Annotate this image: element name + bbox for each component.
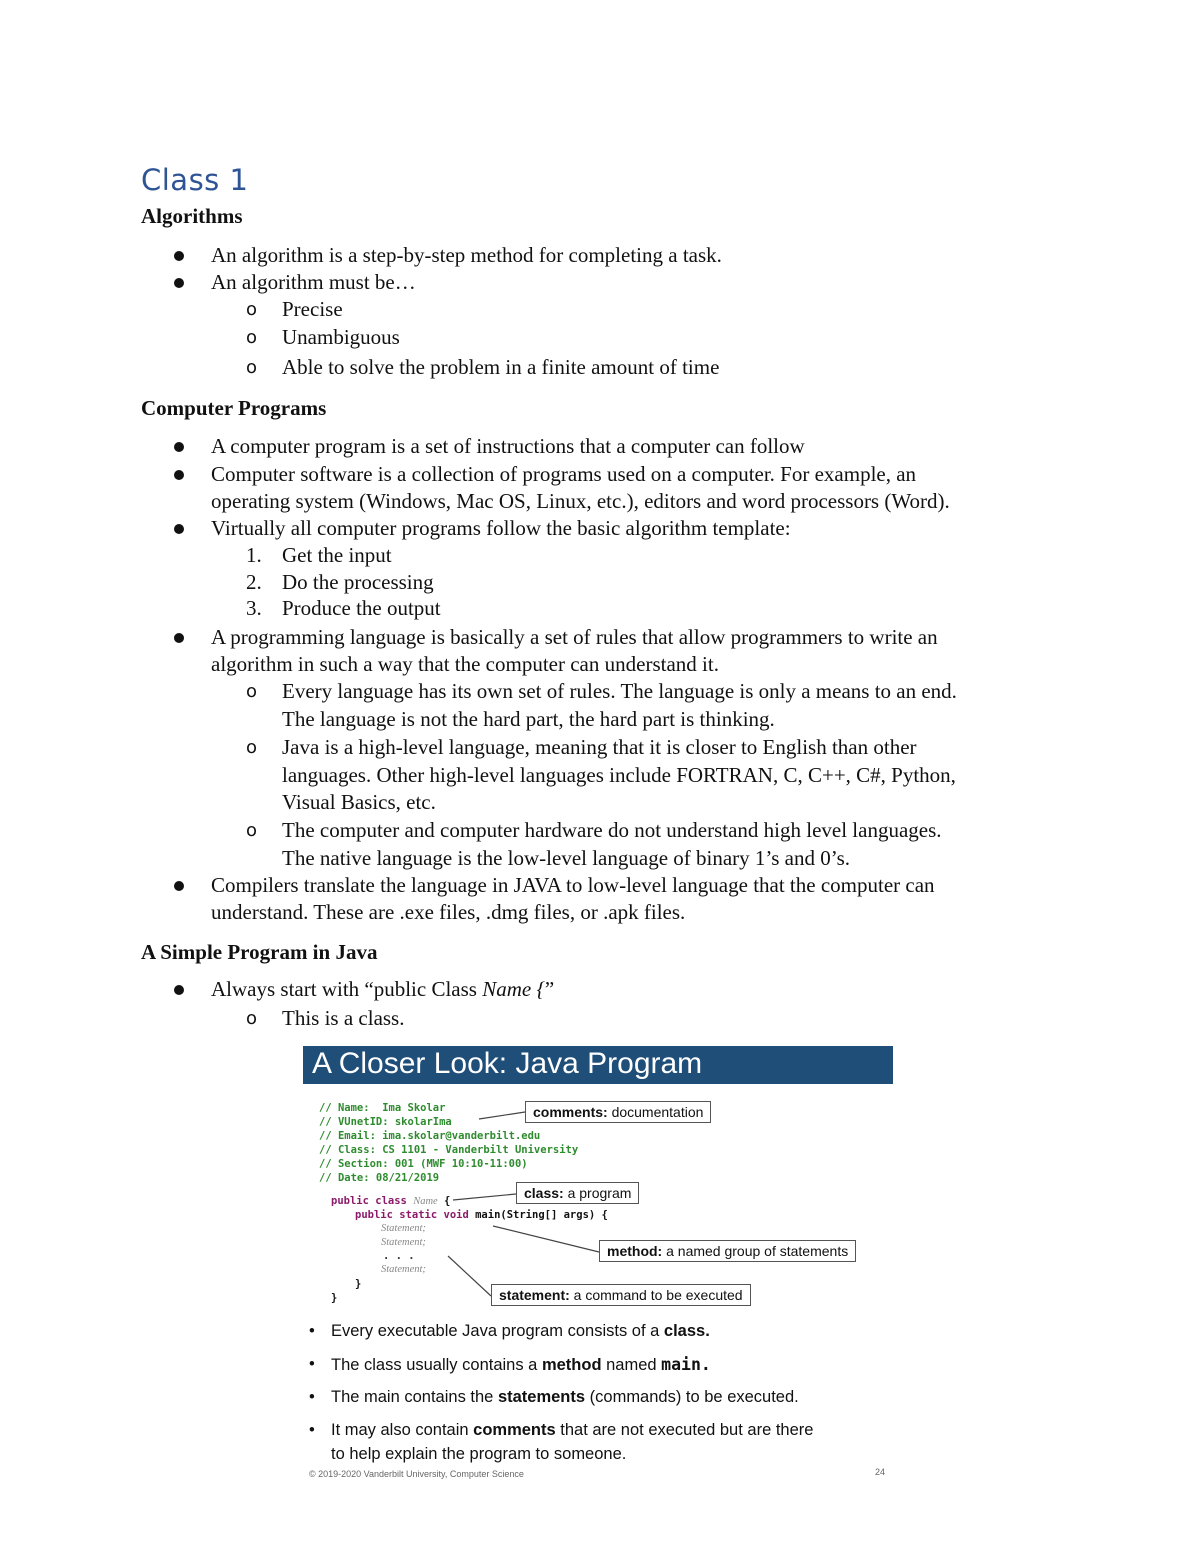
label-term: class: <box>524 1185 564 1201</box>
sub-list-item-continuation: Visual Basics, etc. <box>282 790 436 814</box>
number-marker: 1. <box>246 543 262 567</box>
slide-page-number: 24 <box>875 1467 886 1477</box>
slide-bullet-text: Every executable Java program consists of a <box>331 1322 664 1340</box>
label-term: statement: <box>499 1287 570 1303</box>
slide-title: A Closer Look: Java Program <box>303 1046 893 1084</box>
sub-bullet-marker: o <box>246 681 258 702</box>
label-statement <box>491 1284 751 1306</box>
list-item: Virtually all computer programs follow the basic algorithm template: <box>211 516 791 540</box>
code-comment-line: // Name: Ima Skolar <box>319 1102 446 1114</box>
heading-algorithms: Algorithms <box>141 204 243 228</box>
slide-bullet <box>331 1388 799 1407</box>
sub-list-item: This is a class. <box>282 1006 405 1030</box>
sub-bullet-marker: o <box>246 820 258 841</box>
connector-class <box>453 1194 516 1200</box>
numbered-item: Produce the output <box>282 596 441 620</box>
slide-bullet-bold: class. <box>663 1322 710 1340</box>
heading-computer-programs: Computer Programs <box>141 396 327 420</box>
slide-bullet-text: The class usually contains a <box>331 1356 542 1374</box>
bullet-marker <box>174 442 184 452</box>
code-close-brace: } <box>331 1292 338 1304</box>
sub-list-item: The computer and computer hardware do not understand high level languages. <box>282 818 942 842</box>
label-definition: a named group of statements <box>662 1243 849 1259</box>
slide-bullet-text: The main contains the <box>331 1388 498 1406</box>
connector-comments <box>479 1112 525 1119</box>
code-class-declaration <box>331 1195 450 1207</box>
list-item-italic: Name { <box>482 977 545 1001</box>
list-item: Computer software is a collection of programs used on a computer. For example, an <box>211 462 917 486</box>
code-comment-line: // Email: ima.skolar@vanderbilt.edu <box>319 1130 541 1142</box>
label-definition: a program <box>563 1185 632 1201</box>
code-comment-line: // Class: CS 1101 - Vanderbilt University <box>319 1144 579 1156</box>
code-comment-line: // VUnetID: skolarIma <box>319 1116 452 1128</box>
sub-list-item-continuation: The language is not the hard part, the hard part is thinking. <box>282 707 775 731</box>
connector-method <box>493 1226 599 1252</box>
code-keyword: public static void <box>355 1209 476 1221</box>
code-method-declaration <box>355 1209 608 1221</box>
numbered-item: Do the processing <box>282 570 434 594</box>
number-marker: 2. <box>246 570 262 594</box>
list-item-continuation: operating system (Windows, Mac OS, Linux, etc.), editors and word processors (Word). <box>211 489 950 513</box>
sub-bullet-marker: o <box>246 1008 258 1029</box>
sub-list-item: Java is a high-level language, meaning that it is closer to English than other <box>282 735 917 759</box>
label-term: method: <box>607 1243 663 1259</box>
label-term: comments: <box>533 1104 608 1120</box>
code-keyword: public class <box>331 1195 414 1207</box>
code-brace: { <box>437 1195 451 1207</box>
sub-list-item: Able to solve the problem in a finite amount of time <box>282 355 720 379</box>
slide-bullet-bold: comments <box>473 1421 556 1439</box>
label-class <box>516 1182 639 1204</box>
sub-list-item-continuation: The native language is the low-level language of binary 1’s and 0’s. <box>282 846 850 870</box>
bullet-marker <box>174 278 184 288</box>
bullet-marker <box>174 985 184 995</box>
sub-bullet-marker: o <box>246 327 258 348</box>
bullet-marker <box>174 470 184 480</box>
slide-footer: © 2019-2020 Vanderbilt University, Computer Science <box>309 1469 524 1479</box>
code-class-name: Name <box>413 1196 438 1207</box>
slide-bullet-bold: method <box>541 1356 602 1374</box>
slide-bullet <box>331 1322 710 1341</box>
bullet-marker <box>174 524 184 534</box>
slide-bullet-continuation: to help explain the program to someone. <box>331 1445 627 1463</box>
list-item-continuation: understand. These are .exe files, .dmg files, or .apk files. <box>211 900 686 924</box>
heading-simple-program: A Simple Program in Java <box>141 940 378 964</box>
label-comments <box>525 1101 711 1123</box>
slide-bullet-text: named <box>601 1356 662 1374</box>
code-statement: Statement; <box>381 1223 426 1234</box>
code-statement: Statement; <box>381 1237 426 1248</box>
slide-bullet-mark: • <box>309 1421 315 1439</box>
code-statement: Statement; <box>381 1264 426 1275</box>
list-item-text: Always start with “public Class <box>211 977 483 1001</box>
list-item: Compilers translate the language in JAVA to low-level language that the computer can <box>211 873 935 897</box>
slide-bullet-text: It may also contain <box>331 1421 474 1439</box>
slide-bullet-mark: • <box>309 1322 315 1340</box>
label-definition: a command to be executed <box>569 1287 743 1303</box>
sub-bullet-marker: o <box>246 737 258 758</box>
slide-bullet <box>331 1355 711 1375</box>
page-title: Class 1 <box>141 163 249 197</box>
list-item <box>211 977 554 1002</box>
list-item-text: ” <box>544 977 555 1001</box>
list-item: An algorithm is a step-by-step method for completing a task. <box>211 243 722 267</box>
code-comment-line: // Date: 08/21/2019 <box>319 1172 440 1184</box>
code-ellipsis: . . . <box>383 1250 415 1262</box>
code-close-brace: } <box>355 1278 362 1290</box>
code-method-signature: main(String[] args) { <box>475 1209 608 1221</box>
sub-bullet-marker: o <box>246 357 258 378</box>
code-comment-line: // Section: 001 (MWF 10:10-11:00) <box>319 1158 528 1170</box>
sub-list-item-continuation: languages. Other high-level languages include FORTRAN, C, C++, C#, Python, <box>282 763 956 787</box>
number-marker: 3. <box>246 596 262 620</box>
label-definition: documentation <box>607 1104 704 1120</box>
slide-bullet-mark: • <box>309 1355 315 1373</box>
bullet-marker <box>174 251 184 261</box>
sub-list-item: Every language has its own set of rules. The language is only a means to an end. <box>282 679 957 703</box>
slide-bullet-text: (commands) to be executed. <box>585 1388 799 1406</box>
slide-bullet <box>331 1421 813 1440</box>
sub-list-item: Unambiguous <box>282 325 400 349</box>
connector-statement <box>448 1256 491 1296</box>
sub-list-item: Precise <box>282 297 343 321</box>
sub-bullet-marker: o <box>246 299 258 320</box>
numbered-item: Get the input <box>282 543 392 567</box>
slide-bullet-code: main. <box>661 1355 711 1374</box>
bullet-marker <box>174 633 184 643</box>
slide-bullet-bold: statements <box>497 1388 586 1406</box>
list-item: An algorithm must be… <box>211 270 416 294</box>
slide-figure <box>303 1046 893 1486</box>
list-item: A programming language is basically a set of rules that allow programmers to write an <box>211 625 938 649</box>
slide-bullet-text: that are not executed but are there <box>555 1421 814 1439</box>
slide-bullet-mark: • <box>309 1388 315 1406</box>
list-item: A computer program is a set of instructions that a computer can follow <box>211 434 805 458</box>
label-method <box>599 1240 856 1262</box>
bullet-marker <box>174 881 184 891</box>
list-item-continuation: algorithm in such a way that the computer can understand it. <box>211 652 719 676</box>
